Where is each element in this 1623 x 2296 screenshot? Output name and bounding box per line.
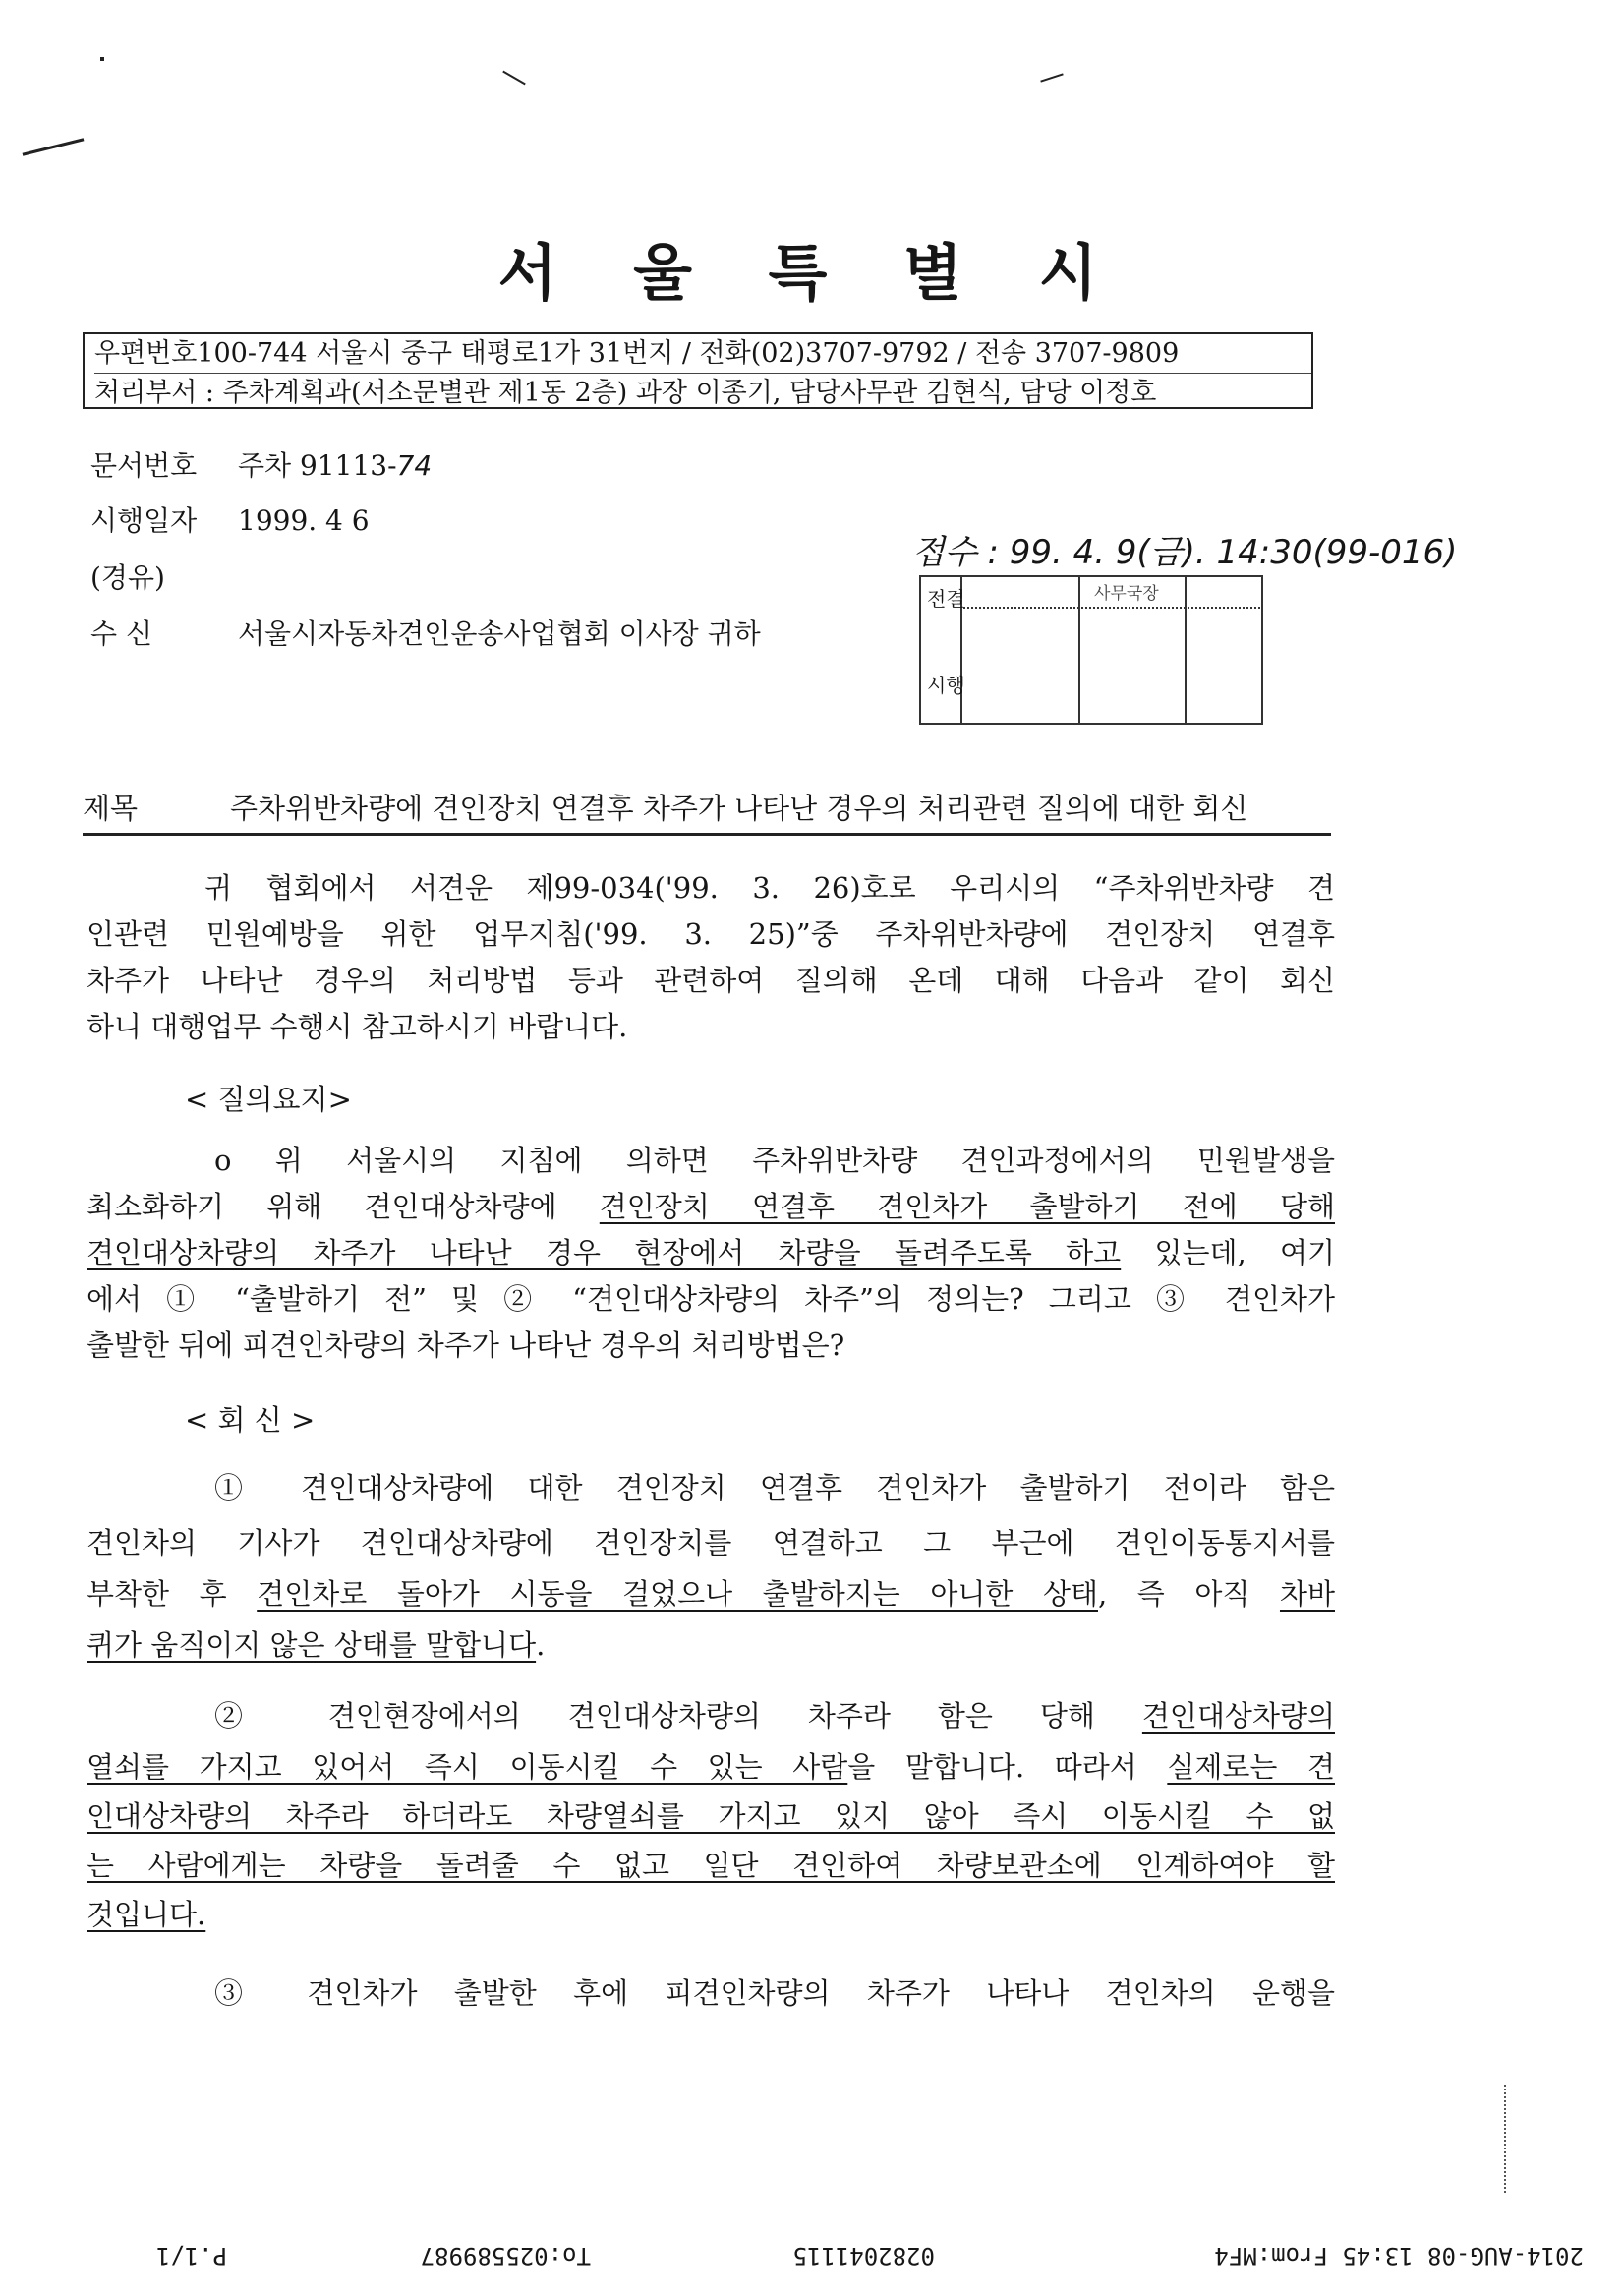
query-text: 최소화하기 위해 견인대상차량에 <box>87 1190 600 1223</box>
doc-number-row <box>90 444 432 484</box>
answer-text: 부착한 후 <box>87 1577 258 1611</box>
scan-mark <box>23 138 85 155</box>
answer-heading: < 회 신 > <box>185 1403 316 1437</box>
stamp-column-divider <box>1185 577 1187 723</box>
issue-date-label: 시행일자 <box>90 504 198 537</box>
issue-date-row <box>90 500 370 539</box>
query-paragraph <box>87 1138 1335 1369</box>
doc-number-handwritten: 74 <box>396 449 433 482</box>
subject-text: 주차위반차량에 견인장치 연결후 차주가 나타난 경우의 처리관련 질의에 대한 회신 <box>230 792 1248 825</box>
fax-from-number: 0282041115 <box>792 2242 935 2269</box>
recipient-row <box>90 613 761 652</box>
address-line: 우편번호100-744 서울시 중구 태평로1가 31번지 / 전화(02)3707-9792 / 전송 3707-9809 <box>94 338 1180 369</box>
scan-artifact <box>1504 2085 1506 2193</box>
answer-line: ③ 견인차가 출발한 후에 피견인차량의 차주가 나타나 견인차의 운행을 <box>214 1976 1335 2010</box>
stamp-row1-label: 전결 <box>927 587 965 611</box>
recipient-value: 서울시자동차견인운송사업협회 이사장 귀하 <box>238 618 761 650</box>
answer-line <box>87 1619 1335 1671</box>
recipient-label: 수 신 <box>90 618 152 650</box>
query-line <box>87 1184 1335 1230</box>
query-line: 출발한 뒤에 피견인차량의 차주가 나타난 경우의 처리방법은? <box>87 1328 845 1362</box>
answer-paragraph-1 <box>87 1462 1335 1671</box>
receipt-stamp-table <box>919 575 1263 725</box>
stamp-header-divider <box>960 607 1263 609</box>
fax-page-number: P.1/1 <box>155 2242 227 2269</box>
scan-mark <box>502 71 526 86</box>
scan-mark <box>100 57 104 61</box>
intro-paragraph <box>87 865 1335 1050</box>
receipt-stamp-text: 접수 : 99. 4. 9(금). 14:30(99-016) <box>912 533 1458 572</box>
doc-number-label: 문서번호 <box>90 449 198 482</box>
stamp-column-header: 사무국장 <box>1094 584 1159 604</box>
answer-text: , 즉 아직 <box>1097 1577 1280 1611</box>
query-text: 있는데, 여기 <box>1121 1236 1336 1269</box>
answer-paragraph-3 <box>87 1971 1335 2017</box>
answer-line: 인대상차량의 차주라 하더라도 차량열쇠를 가지고 있지 않아 즉시 이동시킬 수 없 <box>87 1799 1335 1833</box>
doc-number-value: 주차 91113- <box>238 449 397 482</box>
answer-line: 는 사람에게는 차량을 돌려줄 수 없고 일단 견인하여 차량보관소에 인계하여야 할 <box>87 1849 1335 1882</box>
query-line: o 위 서울시의 지침에 의하면 주차위반차량 견인과정에서의 민원발생을 <box>214 1144 1335 1177</box>
scan-mark <box>1040 73 1063 82</box>
answer-text: . <box>536 1628 546 1662</box>
intro-line: 차주가 나타난 경우의 처리방법 등과 관련하여 질의해 온데 대해 다음과 같이 회신 <box>87 964 1335 997</box>
answer-line: 견인차의 기사가 견인대상차량에 견인장치를 연결하고 그 부근에 견인이동통지서를 <box>87 1526 1335 1560</box>
underlined-text: 실제로는 견 <box>1167 1750 1335 1784</box>
underlined-text: 견인대상차량의 <box>1141 1699 1335 1733</box>
answer-line <box>87 1691 1335 1742</box>
via-row <box>90 557 238 596</box>
underlined-text: 견인장치 연결후 견인차가 출발하기 전에 당해 <box>599 1190 1336 1223</box>
underlined-text: 열쇠를 가지고 있어서 즉시 이동시킬 수 있는 사람 <box>87 1750 848 1784</box>
query-heading: < 질의요지> <box>185 1083 352 1116</box>
subject-label: 제목 <box>83 792 139 825</box>
page-title: 서 울 특 별 시 <box>497 237 1126 309</box>
intro-line: 귀 협회에서 서견운 제99-034('99. 3. 26)호로 우리시의 “주차위반차량 견 <box>204 871 1335 905</box>
address-box <box>83 332 1313 409</box>
department-line: 처리부서 : 주차계획과(서소문별관 제1동 2층) 과장 이종기, 담당사무관 김현식, 담당 이정호 <box>94 373 1311 409</box>
fax-footer <box>0 2230 1623 2269</box>
underlined-text: 퀴가 움직이지 않은 상태를 말합니다 <box>87 1628 537 1662</box>
query-line: 에서 ① “출발하기 전” 및 ② “견인대상차량의 차주”의 정의는? 그리고 ③ 견인차가 <box>87 1282 1335 1316</box>
answer-line <box>87 1742 1335 1792</box>
subject-line <box>83 787 1331 836</box>
underlined-text: 차바 <box>1279 1577 1335 1611</box>
intro-line: 인관련 민원예방을 위한 업무지침('99. 3. 25)”중 주차위반차량에 견인장치 연결후 <box>87 917 1335 951</box>
underlined-text: 견인차로 돌아가 시동을 걸었으나 출발하지는 아니한 상태 <box>257 1577 1098 1611</box>
query-line <box>87 1230 1335 1276</box>
answer-line <box>87 1568 1335 1619</box>
issue-date-value: 1999. 4 6 <box>238 504 370 537</box>
answer-line: ① 견인대상차량에 대한 견인장치 연결후 견인차가 출발하기 전이라 함은 <box>214 1471 1335 1504</box>
answer-line: 것입니다. <box>87 1898 206 1931</box>
underlined-text: 견인대상차량의 차주가 나타난 경우 현장에서 차량을 돌려주도록 하고 <box>87 1236 1122 1269</box>
fax-datetime: 2014-AUG-08 13:45 From:MF4 <box>1214 2242 1584 2269</box>
stamp-column-divider <box>1078 577 1080 723</box>
fax-to-number: To:025589987 <box>420 2242 591 2269</box>
answer-text: ② 견인현장에서의 견인대상차량의 차주라 함은 당해 <box>214 1699 1142 1733</box>
intro-line: 하니 대행업무 수행시 참고하시기 바랍니다. <box>87 1010 628 1043</box>
answer-text: 을 말합니다. 따라서 <box>847 1750 1168 1784</box>
via-label: (경유) <box>90 561 165 594</box>
stamp-row2-label: 시행 <box>927 674 965 697</box>
answer-paragraph-2 <box>87 1691 1335 1939</box>
